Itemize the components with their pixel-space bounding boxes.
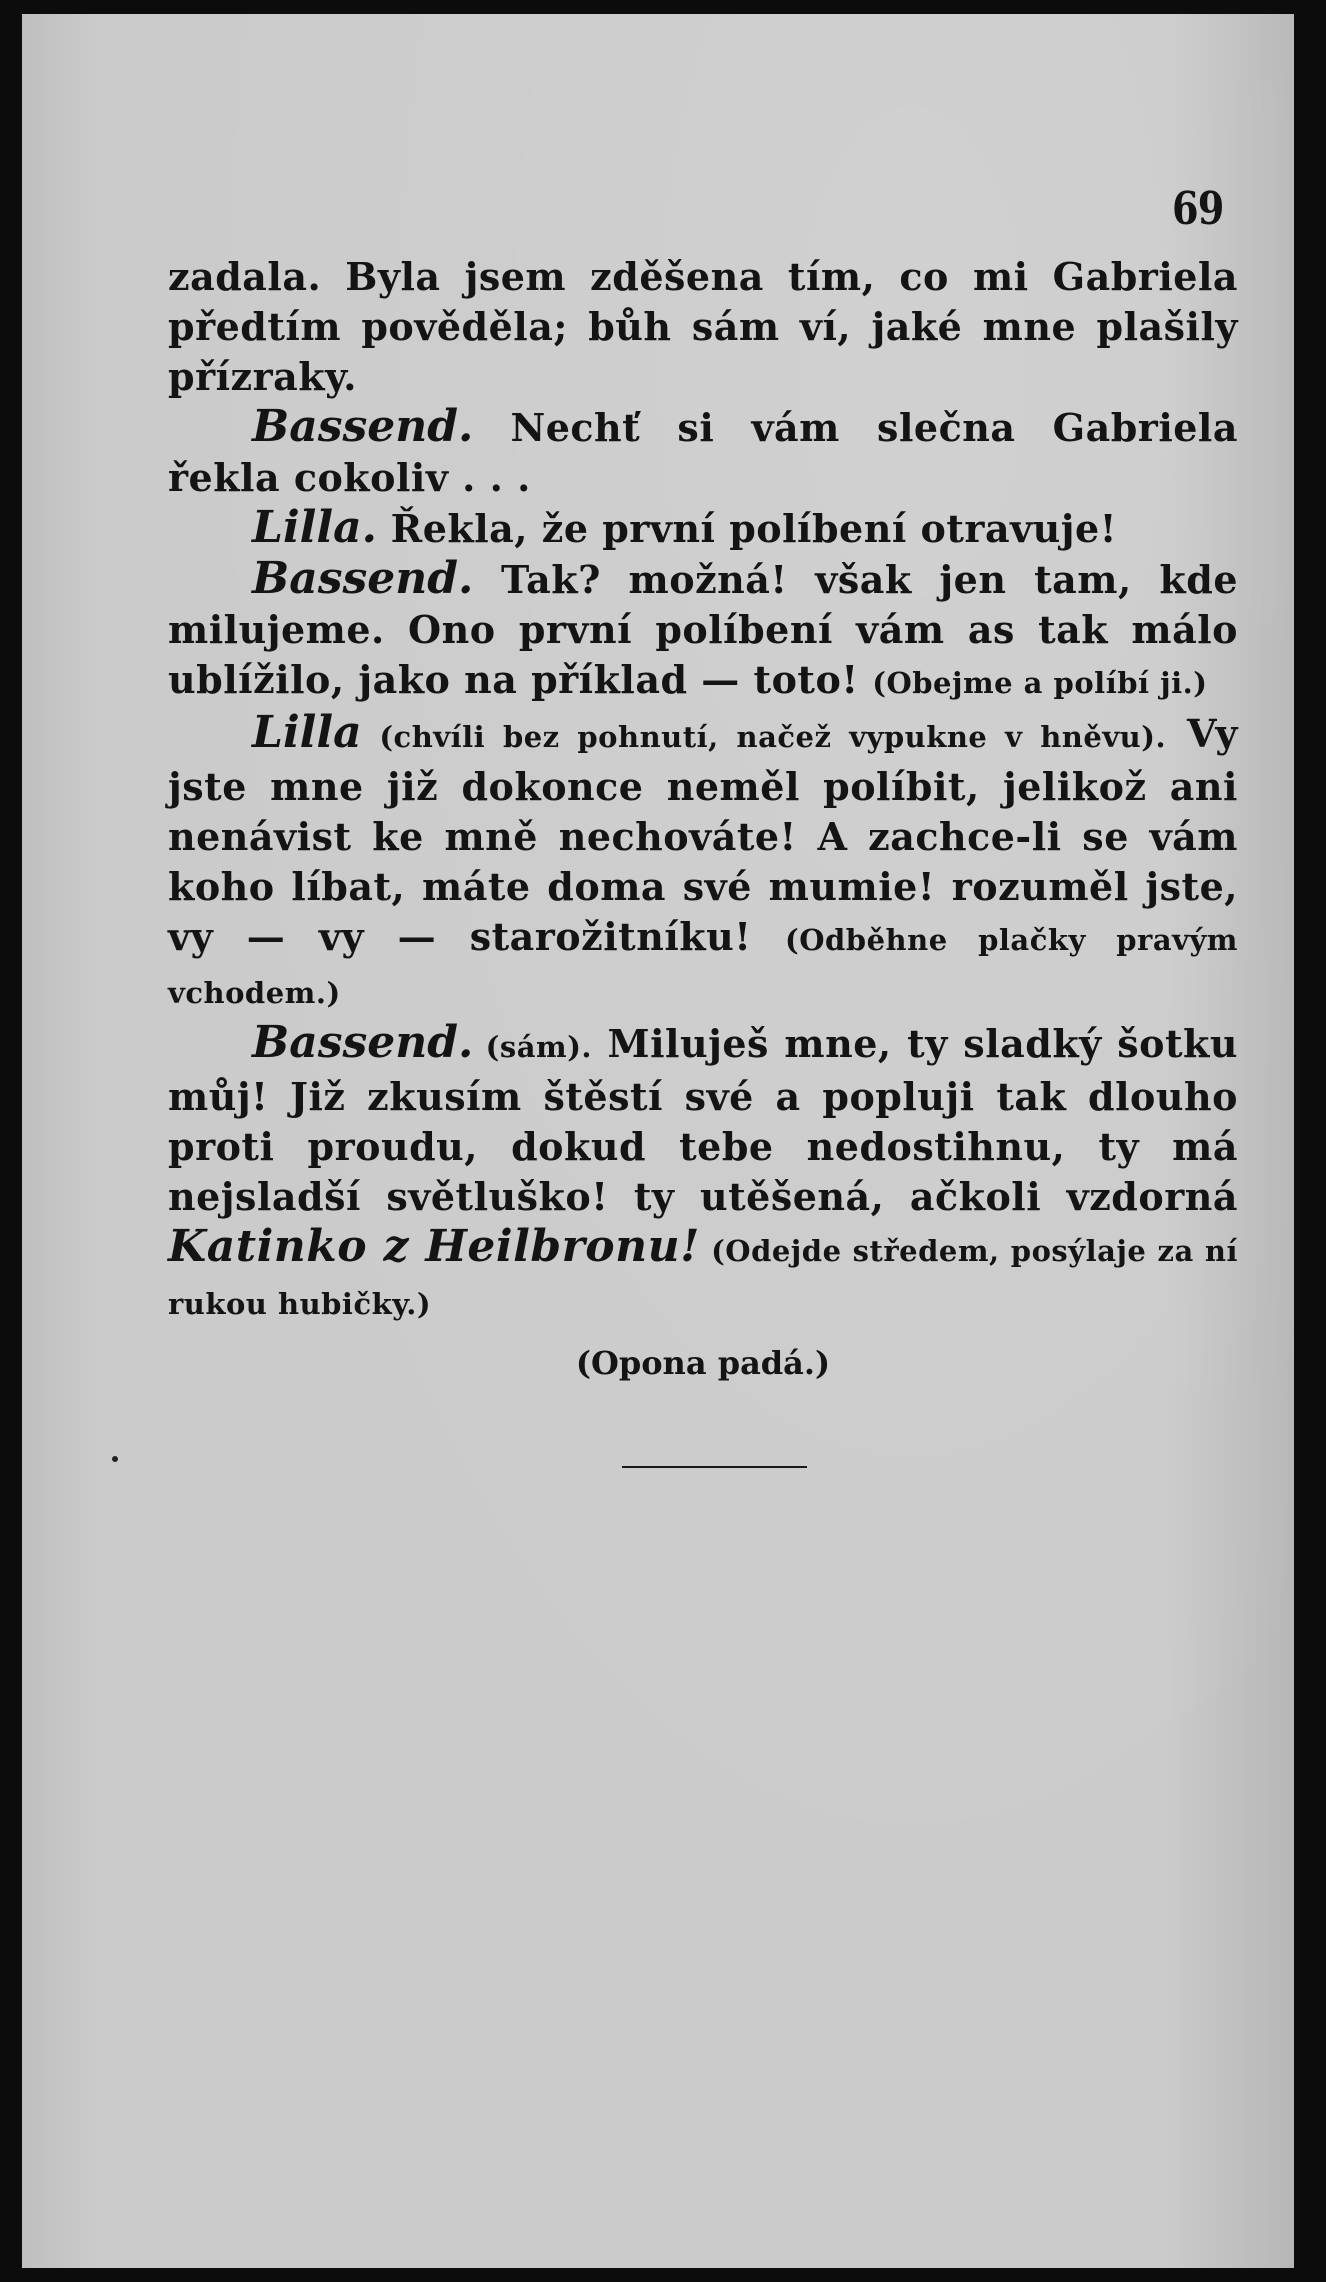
book-page: [22, 14, 1294, 2268]
line-text: Miluješ mne, ty sladký šotku můj! Již zkusím štěstí své a popluji tak dlouho proti proudu, dokud tebe nedostihnu, ty má nejsladší světluško! ty utěšená, ačkoli vzdorná: [168, 1021, 1238, 1219]
dialogue-line: [168, 402, 1238, 503]
speaker-name: Bassend.: [252, 553, 474, 604]
curtain-direction: (Opona padá.): [575, 1344, 831, 1382]
end-rule: [622, 1466, 807, 1468]
character-name: Katinko z Heilbronu!: [168, 1221, 700, 1272]
line-text: Řekla, že první políbení otravuje!: [376, 506, 1117, 551]
speaker-name: Lilla.: [252, 502, 377, 553]
dialogue-line: [168, 554, 1238, 708]
line-text: Nechť si vám slečna Gabriela řekla cokoliv . . .: [168, 405, 1238, 500]
stage-direction: (chvíli bez pohnutí, načež vypukne v hněvu).: [361, 720, 1167, 754]
dialogue-line: [168, 1018, 1238, 1329]
paragraph: [168, 252, 1238, 402]
stage-direction: (Obejme a políbí ji.): [872, 666, 1208, 700]
line-text: Vy jste mne již dokonce neměl políbit, jelikož ani nenávist ke mně nechováte! A zachce-li se vám koho líbat, máte doma své mumie! rozuměl jste, vy — vy — starožitníku!: [168, 711, 1238, 959]
stage-direction: (sám).: [473, 1030, 593, 1064]
dialogue-line: [168, 708, 1238, 1018]
speaker-name: Bassend.: [252, 401, 474, 452]
paragraph-text: zadala. Byla jsem zděšena tím, co mi Gabriela předtím pověděla; bůh sám ví, jaké mne plašily přízraky.: [168, 254, 1238, 399]
page-number: 69: [1172, 182, 1224, 235]
speaker-name: Lilla: [252, 707, 362, 758]
print-speck: [112, 1456, 118, 1462]
dialogue-line: [168, 503, 1238, 554]
stage-direction: (Odběhne plačky pravým vchodem.): [168, 923, 1238, 1010]
speaker-name: Bassend.: [252, 1017, 474, 1068]
line-text: Tak? možná! však jen tam, kde milujeme. Ono první políbení vám as tak málo ublížilo, jako na příklad — toto!: [168, 557, 1238, 702]
stage-direction: (Odejde středem, posýlaje za ní rukou hubičky.): [168, 1234, 1238, 1321]
page-body: [168, 252, 1238, 1329]
